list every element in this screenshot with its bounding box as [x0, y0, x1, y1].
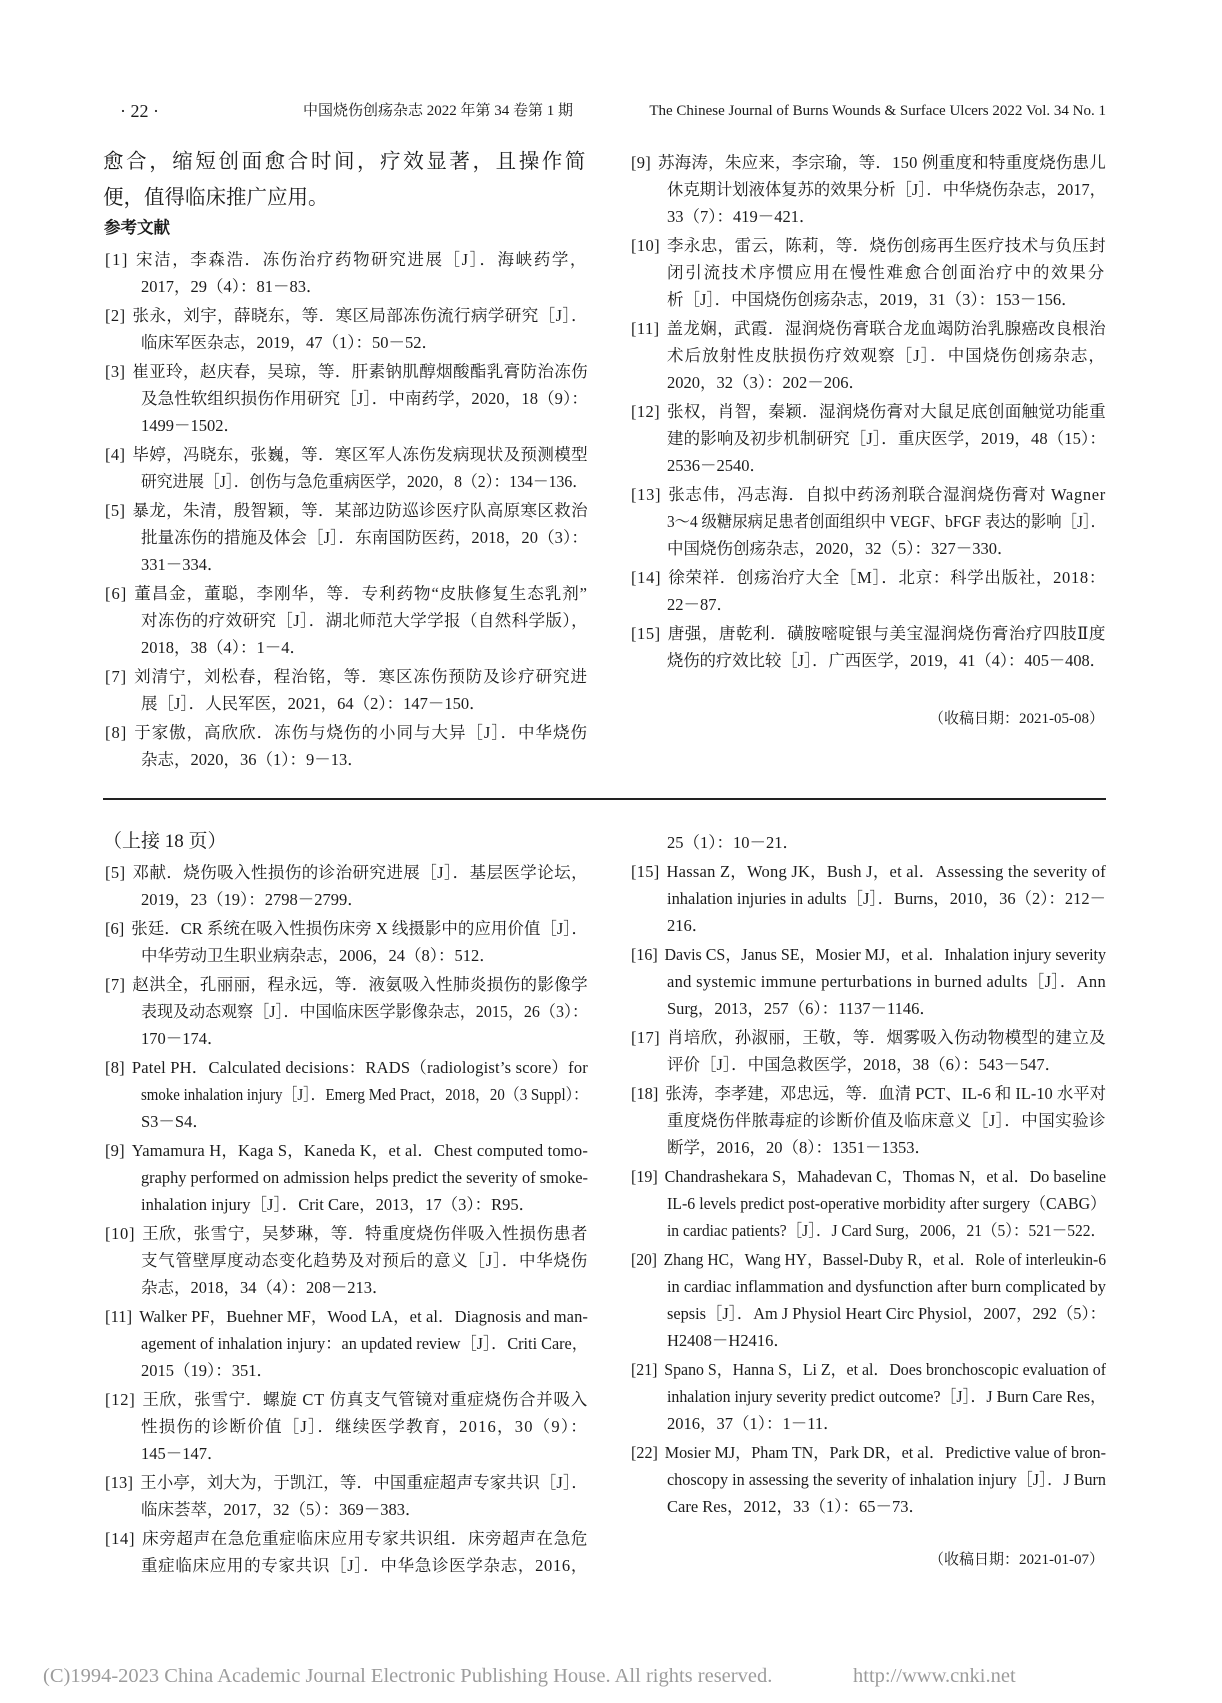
reference-text: 研究进展［J］．创伤与急危重病医学，2020，8（2）：134－136． [141, 472, 588, 491]
reference-line [105, 663, 588, 690]
reference-line [105, 1386, 588, 1413]
reference-text: in cardiac inflammation and dysfunction after burn complicated by [667, 1276, 1106, 1296]
reference-line [631, 1493, 1106, 1520]
paragraph-text: 愈合，缩短创面愈合时间，疗效显著，且操作简 [103, 151, 588, 173]
reference-number: [4] [105, 445, 126, 464]
reference-line [631, 858, 1106, 885]
references-list-bottom-left [105, 859, 588, 1579]
reference-line [631, 452, 1106, 479]
reference-text: 张永，刘宇，薛晓东，等．寒区局部冻伤流行病学研究［J］． [132, 306, 588, 325]
journal-title-en: The Chinese Journal of Burns Wounds & Surface Ulcers 2022 Vol. 34 No. 1 [649, 103, 1106, 119]
reference-entry [105, 302, 588, 356]
reference-text: 肖培欣，孙淑丽，王敬，等．烟雾吸入伤动物模型的建立及 [667, 1027, 1106, 1047]
reference-number: [3] [105, 362, 126, 381]
reference-entry [105, 663, 588, 717]
reference-line [631, 1107, 1106, 1134]
reference-number: [15] [631, 861, 660, 881]
publisher-url: http://www.cnki.net [853, 1665, 1016, 1687]
reference-text: 李永忠，雷云，陈莉，等．烧伤创疡再生医疗技术与负压封 [667, 235, 1106, 255]
reference-line [105, 551, 588, 578]
reference-text: 于家傲，高欣欣．冻伤与烧伤的小同与大异［J］．中华烧伤 [134, 723, 588, 742]
reference-line [105, 1108, 588, 1135]
reference-line [631, 968, 1106, 995]
reference-number: [6] [105, 584, 128, 603]
reference-text: 2019，23（19）：2798－2799． [141, 889, 364, 909]
reference-number: [10] [631, 235, 661, 255]
reference-entry [105, 1525, 588, 1579]
paragraph-text: 便，值得临床推广应用。 [103, 187, 329, 209]
reference-line [631, 1410, 1106, 1437]
reference-line [631, 1246, 1106, 1273]
reference-text: 2017，29（4）：81－83． [141, 277, 323, 296]
reference-line [105, 1081, 588, 1108]
reference-entry [105, 1054, 588, 1135]
reference-text: IL-6 levels predict post-operative morbidity after surgery（CABG） [667, 1193, 1106, 1213]
reference-line [105, 1137, 588, 1164]
reference-entry [105, 859, 588, 913]
reference-text: 苏海涛，朱应来，李宗瑜，等．150 例重度和特重度烧伤患儿 [657, 152, 1106, 172]
reference-text: graphy performed on admission helps predict the severity of smoke- [141, 1167, 588, 1187]
reference-text: Zhang HC，Wang HY，Bassel-Duby R，et al．Role of interleukin-6 [663, 1249, 1106, 1269]
reference-number: [15] [631, 623, 661, 643]
reference-text: 徐荣祥．创疡治疗大全［M］．北京：科学出版社，2018： [668, 567, 1106, 587]
reference-line [631, 149, 1106, 176]
reference-text: 2015（19）：351． [141, 1360, 273, 1380]
reference-number: [1] [105, 250, 130, 269]
reference-text: 闭引流技术序惯应用在慢性难愈合创面治疗中的效果分 [667, 262, 1106, 282]
reference-entry [631, 398, 1106, 479]
reference-line [105, 746, 588, 773]
section-divider [103, 798, 1106, 800]
reference-line [105, 998, 588, 1025]
reference-line [105, 719, 588, 746]
reference-line [105, 385, 588, 412]
reference-text: 析［J］．中国烧伤创疡杂志，2019，31（3）：153－156． [667, 289, 1078, 309]
references-list-top-right [631, 149, 1106, 674]
reference-text: 重度烧伤伴脓毒症的诊断价值及临床意义［J］．中国实验诊 [667, 1110, 1106, 1130]
reference-text: agement of inhalation injury：an updated review［J］．Criti Care， [141, 1333, 588, 1353]
reference-text: 王小亭，刘大为，于凯江，等．中国重症超声专家共识［J］． [140, 1472, 588, 1492]
reference-text: 331－334． [141, 555, 224, 574]
reference-number: [20] [631, 1249, 657, 1269]
reference-line [105, 634, 588, 661]
reference-text: Mosier MJ，Pham TN，Park DR，et al．Predictive value of bron- [664, 1442, 1106, 1462]
reference-text: 杂志，2020，36（1）：9－13． [141, 750, 364, 769]
reference-text: inhalation injury severity predict outcome?［J］．J Burn Care Res， [667, 1386, 1106, 1406]
reference-text: 支气管壁厚度动态变化趋势及对预后的意义［J］．中华烧伤 [141, 1250, 588, 1270]
reference-line [631, 1024, 1106, 1051]
reference-text: 2018，38（4）：1－4． [141, 638, 306, 657]
reference-line [105, 886, 588, 913]
reference-number: [19] [631, 1166, 658, 1186]
reference-entry [105, 719, 588, 773]
received-date: （收稿日期：2021-01-07） [929, 1552, 1104, 1568]
reference-line [105, 1496, 588, 1523]
reference-text: 邓献．烧伤吸入性损伤的诊治研究进展［J］．基层医学论坛， [132, 862, 588, 882]
reference-number: [13] [105, 1472, 134, 1492]
reference-number: [22] [631, 1442, 658, 1462]
reference-line [631, 1190, 1106, 1217]
reference-entry [631, 149, 1106, 230]
reference-line [105, 1220, 588, 1247]
reference-number: [11] [631, 318, 660, 338]
reference-entry [105, 1303, 588, 1384]
reference-text: 刘清宁，刘松春，程治铭，等．寒区冻伤预防及诊疗研究进 [134, 667, 588, 686]
reference-text: inhalation injury［J］．Crit Care，2013，17（3）：R95． [141, 1194, 536, 1214]
reference-line [105, 412, 588, 439]
reference-number: [9] [105, 1140, 125, 1160]
reference-text: 宋洁，李森浩．冻伤治疗药物研究进展［J］．海峡药学， [136, 250, 588, 269]
reference-line [631, 995, 1106, 1022]
reference-line [105, 859, 588, 886]
reference-line [631, 912, 1106, 939]
reference-text: 赵洪全，孔丽丽，程永远，等．液氨吸入性肺炎损伤的影像学 [132, 974, 588, 994]
reference-text: 建的影响及初步机制研究［J］．重庆医学，2019，48（15）： [667, 428, 1106, 448]
reference-line [631, 829, 1106, 856]
reference-text: 休克期计划液体复苏的效果分析［J］．中华烧伤杂志，2017， [667, 179, 1106, 199]
reference-line [631, 1300, 1106, 1327]
reference-entry [631, 941, 1106, 1022]
reference-text: Walker PF，Buehner MF，Wood LA，et al．Diagnosis and man- [139, 1306, 588, 1326]
reference-entry [631, 1163, 1106, 1244]
reference-line [105, 302, 588, 329]
reference-text: 临床军医杂志，2019，47（1）：50－52． [141, 333, 438, 352]
reference-line [105, 971, 588, 998]
reference-entry [631, 1356, 1106, 1437]
reference-line [631, 286, 1106, 313]
reference-line [631, 620, 1106, 647]
reference-text: and systemic immune perturbations in burned adults［J］．Ann [667, 971, 1106, 991]
reference-text: 张志伟，冯志海．自拟中药汤剂联合湿润烧伤膏对 Wagner [668, 484, 1106, 504]
reference-line [631, 1217, 1106, 1244]
reference-text: 盖龙娴，武霞．湿润烧伤膏联合龙血竭防治乳腺癌改良根治 [666, 318, 1106, 338]
reference-entry [631, 1439, 1106, 1520]
reference-text: 重症临床应用的专家共识［J］．中华急诊医学杂志，2016， [141, 1555, 588, 1575]
reference-line [105, 329, 588, 356]
reference-text: 崔亚玲，赵庆春，吴琼，等．肝素钠肌醇烟酸酯乳膏防治冻伤 [132, 362, 588, 381]
reference-entry [631, 1246, 1106, 1354]
reference-entry [105, 358, 588, 439]
reference-line [105, 1440, 588, 1467]
reference-line [631, 1356, 1106, 1383]
reference-line [105, 915, 588, 942]
reference-text: 张廷．CR 系统在吸入性损伤床旁 X 线摄影中的应用价值［J］． [131, 918, 588, 938]
reference-line [105, 468, 588, 495]
reference-number: [14] [105, 1528, 136, 1548]
reference-number: [11] [105, 1306, 133, 1326]
reference-line [631, 591, 1106, 618]
reference-number: [18] [631, 1083, 659, 1103]
reference-text: 唐强，唐乾利．磺胺嘧啶银与美宝湿润烧伤膏治疗四肢Ⅱ度 [667, 623, 1106, 643]
reference-number: [7] [105, 667, 128, 686]
reference-number: [10] [105, 1223, 136, 1243]
reference-line [105, 942, 588, 969]
page-number: · 22 · [120, 101, 159, 121]
reference-entry [105, 1469, 588, 1523]
reference-number: [2] [105, 306, 126, 325]
reference-line [631, 1383, 1106, 1410]
reference-text: sepsis［J］．Am J Physiol Heart Circ Physiol，2007，292（5）： [667, 1303, 1106, 1323]
reference-text: 2016，37（1）：1－11． [667, 1413, 840, 1433]
reference-text: H2408－H2416． [667, 1330, 790, 1350]
reference-number: [6] [105, 918, 125, 938]
reference-line [105, 358, 588, 385]
reference-entry [105, 580, 588, 661]
article-closing-paragraph [103, 144, 588, 216]
reference-entry [105, 1386, 588, 1467]
reference-text: Hassan Z，Wong JK，Bush J，et al．Assessing the severity of [666, 861, 1106, 881]
reference-line [631, 232, 1106, 259]
reference-line [631, 1439, 1106, 1466]
reference-text: 216． [667, 915, 709, 935]
reference-number: [12] [631, 401, 661, 421]
reference-text: 张涛，李孝建，邓忠远，等．血清 PCT、IL-6 和 IL-10 水平对 [665, 1083, 1106, 1103]
reference-text: smoke inhalation injury［J］．Emerg Med Pract，2018，20（3 Suppl）： [141, 1084, 588, 1104]
reference-text: 表现及动态观察［J］．中国临床医学影像杂志，2015，26（3）： [141, 1001, 588, 1021]
reference-line [631, 1163, 1106, 1190]
reference-entry [631, 1080, 1106, 1161]
reference-line [631, 342, 1106, 369]
reference-line [631, 508, 1106, 535]
reference-line [631, 203, 1106, 230]
reference-line [105, 1191, 588, 1218]
paragraph-line [103, 180, 588, 216]
reference-line [105, 524, 588, 551]
reference-number: [21] [631, 1359, 658, 1379]
reference-entry [631, 620, 1106, 674]
reference-line [105, 690, 588, 717]
reference-text: 术后放射性皮肤损伤疗效观察［J］．中国烧伤创疡杂志， [667, 345, 1106, 365]
reference-line [105, 1247, 588, 1274]
reference-line [105, 1469, 588, 1496]
reference-text: Surg，2013，257（6）：1137－1146． [667, 998, 936, 1018]
reference-text: in cardiac patients?［J］．J Card Surg，2006，21（5）：521－522． [667, 1220, 1106, 1240]
reference-text: 及急性软组织损伤作用研究［J］．中南药学，2020，18（9）： [141, 389, 588, 408]
reference-text: 临床荟萃，2017，32（5）：369－383． [141, 1499, 422, 1519]
reference-number: [17] [631, 1027, 661, 1047]
reference-line [631, 535, 1106, 562]
reference-text: 中华劳动卫生职业病杂志，2006，24（8）：512． [141, 945, 496, 965]
reference-line [105, 1164, 588, 1191]
reference-line [631, 941, 1106, 968]
reference-line [105, 607, 588, 634]
reference-entry [631, 481, 1106, 562]
references-heading: 参考文献 [104, 218, 170, 237]
reference-line [631, 1466, 1106, 1493]
reference-text: inhalation injuries in adults［J］．Burns，2010，36（2）：212－ [667, 888, 1106, 908]
reference-number: [16] [631, 944, 658, 964]
reference-line [105, 1330, 588, 1357]
reference-number: [12] [105, 1389, 136, 1409]
reference-text: 对冻伤的疗效研究［J］．湖北师范大学学报（自然科学版）， [141, 611, 588, 630]
reference-line [631, 425, 1106, 452]
reference-text: 22－87． [667, 594, 733, 614]
received-date: （收稿日期：2021-05-08） [929, 711, 1104, 727]
reference-text: 25（1）：10－21． [667, 832, 799, 852]
reference-text: Spano S，Hanna S，Li Z，et al．Does bronchoscopic evaluation of [664, 1359, 1106, 1379]
reference-line [631, 647, 1106, 674]
reference-number: [9] [631, 152, 651, 172]
reference-line [631, 1080, 1106, 1107]
reference-line [631, 315, 1106, 342]
reference-entry [105, 1220, 588, 1301]
reference-text: Davis CS，Janus SE，Mosier MJ，et al．Inhalation injury severity [664, 944, 1106, 964]
reference-line [631, 481, 1106, 508]
reference-text: choscopy in assessing the severity of inhalation injury［J］．J Burn [667, 1469, 1106, 1489]
reference-text: 145－147． [141, 1443, 224, 1463]
reference-number: [8] [105, 723, 128, 742]
reference-line [631, 1051, 1106, 1078]
reference-line [631, 564, 1106, 591]
reference-line [105, 497, 588, 524]
reference-line [631, 369, 1106, 396]
reference-entry [105, 497, 588, 578]
reference-line [631, 398, 1106, 425]
reference-text: 33（7）：419－421． [667, 206, 816, 226]
reference-entry [631, 564, 1106, 618]
references-list-bottom-right [631, 829, 1106, 1520]
reference-number: [5] [105, 501, 126, 520]
reference-text: 性损伤的诊断价值［J］．继续医学教育，2016，30（9）： [141, 1416, 588, 1436]
reference-number: [13] [631, 484, 662, 504]
reference-entry [105, 971, 588, 1052]
reference-text: 批量冻伤的措施及体会［J］．东南国防医药，2018，20（3）： [141, 528, 588, 547]
reference-number: [5] [105, 862, 126, 882]
paragraph-line [103, 144, 588, 180]
reference-text: 床旁超声在急危重症临床应用专家共识组．床旁超声在急危 [142, 1528, 588, 1548]
reference-line [105, 1054, 588, 1081]
reference-entry [631, 1024, 1106, 1078]
reference-line [105, 441, 588, 468]
references-list-top-left [105, 246, 588, 773]
reference-entry [105, 246, 588, 300]
running-header [303, 99, 1106, 123]
reference-text: Yamamura H，Kaga S，Kaneda K，et al．Chest computed tomo- [131, 1140, 588, 1160]
reference-entry [105, 441, 588, 495]
reference-text: 毕婷，冯晓东，张巍，等．寒区军人冻伤发病现状及预测模型 [132, 445, 588, 464]
reference-text: 王欣，张雪宁，吴梦琳，等．特重度烧伤伴吸入性损伤患者 [142, 1223, 588, 1243]
reference-line [105, 1552, 588, 1579]
reference-number: [7] [105, 974, 126, 994]
reference-text: 评价［J］．中国急救医学，2018，38（6）：543－547． [667, 1054, 1062, 1074]
reference-line [105, 1025, 588, 1052]
reference-text: Chandrashekara S，Mahadevan C，Thomas N，et al．Do baseline [664, 1166, 1106, 1186]
reference-number: [8] [105, 1057, 125, 1077]
reference-text: Patel PH．Calculated decisions：RADS（radiologist’s score）for [131, 1057, 588, 1077]
reference-entry [105, 915, 588, 969]
reference-line [105, 246, 588, 273]
reference-line [631, 885, 1106, 912]
reference-line [631, 1134, 1106, 1161]
reference-text: 王欣，张雪宁．螺旋 CT 仿真支气管镜对重症烧伤合并吸入 [142, 1389, 588, 1409]
reference-entry [631, 315, 1106, 396]
reference-text: 3～4 级糖尿病足患者创面组织中 VEGF、bFGF 表达的影响［J］． [667, 511, 1106, 531]
reference-line [631, 1273, 1106, 1300]
reference-line [631, 1327, 1106, 1354]
reference-line [105, 1274, 588, 1301]
reference-line [631, 259, 1106, 286]
reference-line [105, 1413, 588, 1440]
reference-text: 中国烧伤创疡杂志，2020，32（5）：327－330． [667, 538, 1014, 558]
reference-entry [105, 1137, 588, 1218]
reference-text: 展［J］．人民军医，2021，64（2）：147－150． [141, 694, 486, 713]
reference-text: 杂志，2018，34（4）：208－213． [141, 1277, 389, 1297]
reference-line [631, 176, 1106, 203]
reference-text: 烧伤的疗效比较［J］．广西医学，2019，41（4）：405－408． [667, 650, 1106, 670]
reference-text: 1499－1502． [141, 416, 240, 435]
reference-text: 暴龙，朱清，殷智颖，等．某部边防巡诊医疗队高原寒区救治 [132, 501, 588, 520]
reference-line [105, 1525, 588, 1552]
reference-text: 断学，2016，20（8）：1351－1353． [667, 1137, 931, 1157]
reference-line [105, 273, 588, 300]
reference-text: 董昌金，董聪，李刚华，等．专利药物“皮肤修复生态乳剂” [134, 584, 588, 603]
reference-entry [631, 232, 1106, 313]
reference-line [105, 1357, 588, 1384]
continued-from-label: （上接 18 页） [103, 831, 227, 852]
reference-text: S3－S4． [141, 1111, 209, 1131]
reference-number: [14] [631, 567, 662, 587]
reference-line [105, 1303, 588, 1330]
reference-text: 2536－2540． [667, 455, 766, 475]
reference-text: Care Res，2012，33（1）：65－73． [667, 1496, 926, 1516]
reference-entry [631, 858, 1106, 939]
copyright-notice: (C)1994-2023 China Academic Journal Electronic Publishing House. All rights reserved. [43, 1665, 773, 1687]
journal-title-cn: 中国烧伤创疡杂志 2022 年第 34 卷第 1 期 [303, 103, 574, 119]
reference-text: 170－174． [141, 1028, 224, 1048]
reference-text: 张权，肖智，秦颖．湿润烧伤膏对大鼠足底创面触觉功能重 [667, 401, 1106, 421]
reference-line [105, 580, 588, 607]
reference-text: 2020，32（3）：202－206． [667, 372, 865, 392]
